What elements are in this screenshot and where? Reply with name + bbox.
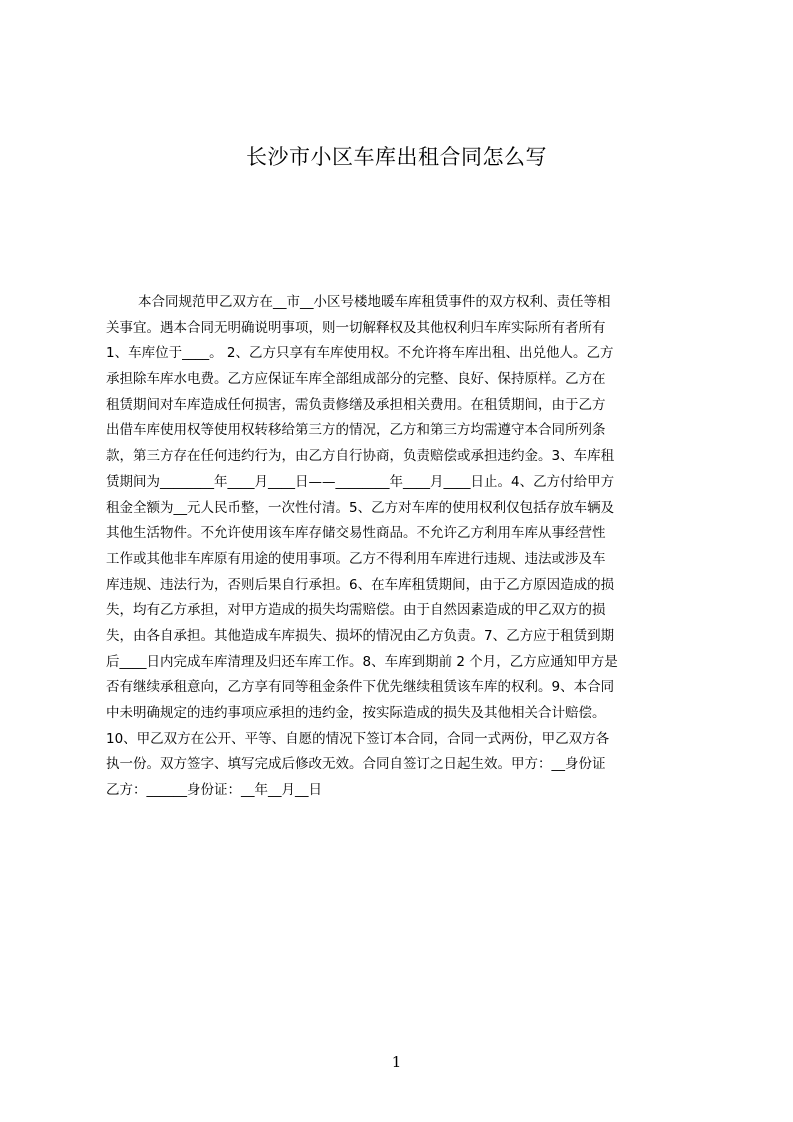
body-line: 失，均有乙方承担，对甲方造成的损失均需赔偿。由于自然因素造成的甲乙双方的损	[106, 602, 606, 619]
body-line: 10、甲乙双方在公开、平等、自愿的情况下签订本合同，合同一式两份，甲乙双方各	[106, 730, 610, 747]
body-line: 1、车库位于____。 2、乙方只享有车库使用权。不允许将车库出租、出兑他人。乙方	[106, 345, 614, 362]
body-line: 关事宜。遇本合同无明确说明事项，则一切解释权及其他权利归车库实际所有者所有	[106, 319, 606, 336]
body-line: 其他生活物件。不允许使用该车库存储交易性商品。不允许乙方利用车库从事经营性	[106, 525, 606, 542]
body-line: 赁期间为________年____月____日——________年____月____日止。4、乙方付给甲方	[106, 473, 615, 490]
body-line: 租赁期间对车库造成任何损害，需负责修缮及承担相关费用。在租赁期间，由于乙方	[106, 396, 606, 413]
document-title: 长沙市小区车库出租合同怎么写	[246, 145, 547, 169]
body-line: 承担除车库水电费。乙方应保证车库全部组成部分的完整、良好、保持原样。乙方在	[106, 371, 606, 388]
body-line: 乙方：______身份证：__年__月__日	[106, 782, 322, 799]
body-line: 工作或其他非车库原有用途的使用事项。乙方不得利用车库进行违规、违法或涉及车	[106, 550, 606, 567]
body-line: 失，由各自承担。其他造成车库损失、损坏的情况由乙方负责。7、乙方应于租赁到期	[106, 627, 615, 644]
contract-body	[106, 290, 698, 804]
page-number: 1	[391, 1053, 402, 1071]
body-line: 库违规、违法行为，否则后果自行承担。6、在车库租赁期间，由于乙方原因造成的损	[106, 576, 615, 593]
body-line: 执一份。双方签字、填写完成后修改无效。合同自签订之日起生效。甲方：__身份证	[106, 756, 606, 773]
body-line: 后____日内完成车库清理及归还车库工作。8、车库到期前 2 个月，乙方应通知甲方是	[106, 653, 618, 670]
body-line: 出借车库使用权等使用权转移给第三方的情况，乙方和第三方均需遵守本合同所列条	[106, 422, 606, 439]
body-line: 租金全额为__元人民币整，一次性付清。5、乙方对车库的使用权利仅包括存放车辆及	[106, 499, 615, 516]
body-line: 款，第三方存在任何违约行为，由乙方自行协商，负责赔偿或承担违约金。3、车库租	[106, 448, 615, 465]
body-line: 中未明确规定的违约事项应承担的违约金，按实际造成的损失及其他相关合计赔偿。	[106, 705, 606, 721]
body-line: 本合同规范甲乙双方在__市__小区号楼地暖车库租赁事件的双方权利、责任等相	[138, 294, 611, 310]
body-line: 否有继续承租意向，乙方享有同等租金条件下优先继续租赁该车库的权利。9、本合同	[106, 679, 615, 696]
